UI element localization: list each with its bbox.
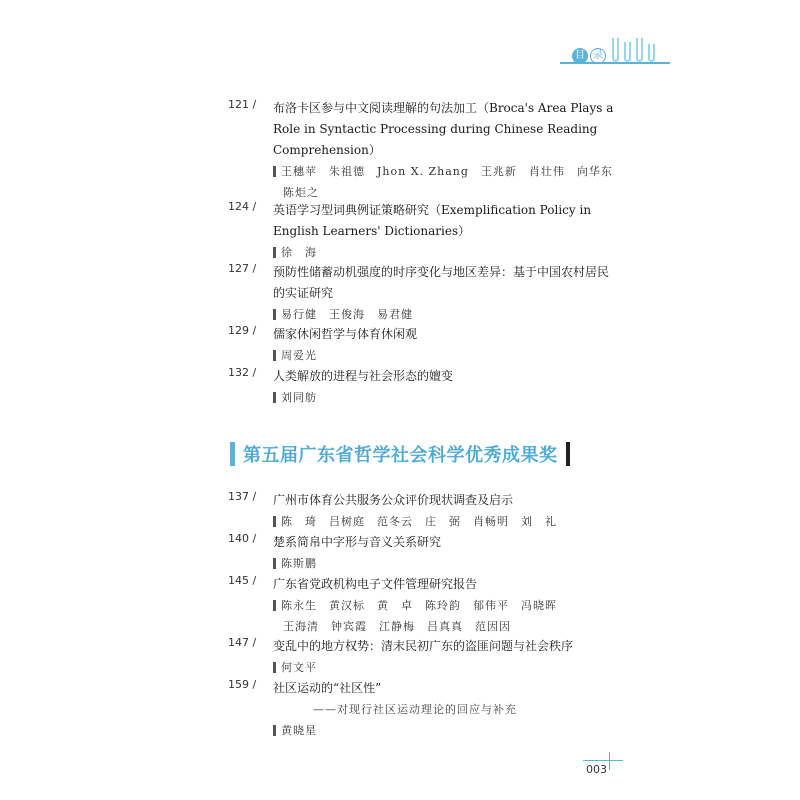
entry-page: 129 / — [228, 324, 257, 337]
entry-page: 132 / — [228, 366, 257, 379]
entry-authors: 周爱光 — [273, 345, 618, 366]
section-bar-left — [230, 442, 235, 466]
toc-entry — [228, 678, 618, 741]
toc-entry — [228, 98, 618, 203]
entry-title: 预防性储蓄动机强度的时序变化与地区差异：基于中国农村居民的实证研究 — [273, 265, 610, 300]
toc-header-badge — [560, 30, 670, 70]
section-heading — [230, 440, 570, 468]
toc-entry — [228, 490, 618, 532]
entry-title: 社区运动的“社区性” — [273, 681, 382, 695]
entry-title: 儒家休闲哲学与体育休闲观 — [273, 327, 418, 341]
entry-page: 124 / — [228, 200, 257, 213]
entry-page: 127 / — [228, 262, 257, 275]
entry-page: 121 / — [228, 98, 257, 111]
entry-page: 145 / — [228, 574, 257, 587]
entry-title: 广东省党政机构电子文件管理研究报告 — [273, 577, 478, 591]
entry-authors: 何文平 — [273, 657, 618, 678]
toc-entry — [228, 200, 618, 263]
entry-subtitle: ——对现行社区运动理论的回应与补充 — [313, 703, 517, 716]
entry-page: 137 / — [228, 490, 257, 503]
entry-title: 布洛卡区参与中文阅读理解的句法加工（Broca's Area Plays a Role in Syntactic Processing during Chinese Reading Comprehension） — [273, 101, 614, 157]
entry-title: 人类解放的进程与社会形态的嬗变 — [273, 369, 454, 383]
entry-authors — [273, 161, 618, 203]
header-underline — [560, 62, 670, 64]
entry-authors: 黄晓星 — [273, 720, 618, 741]
toc-entry — [228, 262, 618, 325]
header-decoration — [612, 36, 658, 62]
section-title: 第五届广东省哲学社会科学优秀成果奖 — [243, 445, 558, 466]
entry-title: 广州市体育公共服务公众评价现状调查及启示 — [273, 493, 514, 507]
entry-page: 147 / — [228, 636, 257, 649]
toc-entry — [228, 636, 618, 678]
header-circle-mu: 目 — [572, 48, 588, 64]
entry-authors-line: 陈永生 黄汉标 黄 卓 陈玲韵 郁伟平 冯晓晖 — [281, 599, 557, 612]
entry-authors: 易行健 王俊海 易君健 — [273, 304, 618, 325]
page-number: 003 — [586, 763, 607, 776]
entry-title: 变乱中的地方权势：清末民初广东的盗匪问题与社会秩序 — [273, 639, 574, 653]
toc-entry — [228, 574, 618, 637]
toc-entry — [228, 532, 618, 574]
entry-page: 140 / — [228, 532, 257, 545]
entry-authors: 徐 海 — [273, 242, 618, 263]
entry-authors: 陈斯鹏 — [273, 553, 618, 574]
entry-authors — [273, 595, 618, 637]
section-bar-right — [566, 442, 570, 466]
entry-authors-cont: 陈炬之 — [283, 186, 319, 199]
toc-entry — [228, 366, 618, 408]
header-circle-lu: 录 — [590, 48, 606, 64]
toc-entry — [228, 324, 618, 366]
entry-authors: 陈 琦 吕树庭 范冬云 庄 弼 肖畅明 刘 礼 — [273, 511, 618, 532]
entry-authors-cont: 王海清 钟宾霞 江静梅 吕真真 范因因 — [283, 620, 511, 633]
entry-title: 楚系简帛中字形与音义关系研究 — [273, 535, 442, 549]
entry-authors: 刘同舫 — [273, 387, 618, 408]
entry-page: 159 / — [228, 678, 257, 691]
entry-authors-line: 王穗苹 朱祖德 Jhon X. Zhang 王兆新 肖壮伟 向华东 — [281, 165, 613, 178]
entry-title: 英语学习型词典例证策略研究（Exemplification Policy in English Learners' Dictionaries） — [273, 203, 592, 238]
